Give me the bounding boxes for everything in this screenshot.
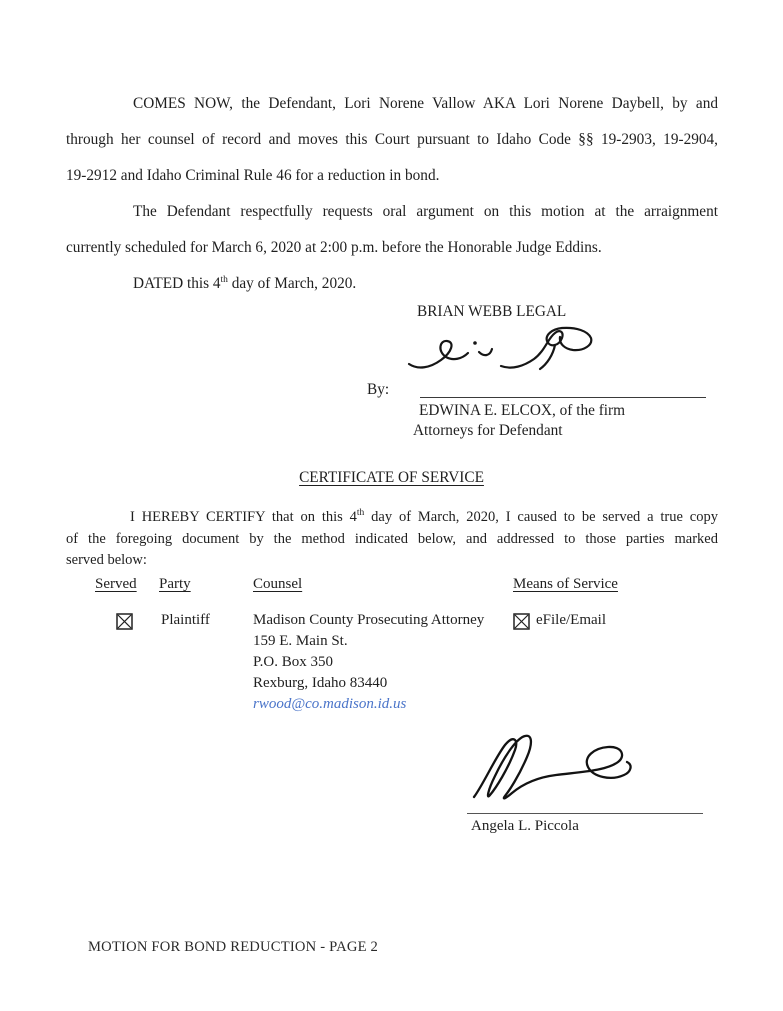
- certificate-text: I HEREBY CERTIFY that on this 4: [130, 509, 357, 525]
- means-of-service-value: eFile/Email: [536, 612, 606, 628]
- ordinal-superscript: th: [356, 508, 365, 518]
- certificate-paragraph: [66, 507, 718, 572]
- paragraph-line: COMES NOW, the Defendant, Lori Norene Vallow AKA Lori Norene Daybell, by and: [133, 95, 718, 112]
- efile-checkbox-icon: [513, 613, 530, 630]
- server-signature-line: [467, 813, 703, 814]
- paragraph-line: through her counsel of record and moves this Court pursuant to Idaho Code §§ 19-2903, 19-2904,: [66, 131, 718, 148]
- counsel-column-header: Counsel: [253, 576, 303, 592]
- served-checkbox-icon: [116, 613, 133, 630]
- opening-paragraph: [66, 86, 718, 194]
- certificate-line: of the foregoing document by the method indicated below, and addressed to those parties marked: [66, 530, 718, 547]
- certificate-heading: CERTIFICATE OF SERVICE: [299, 469, 484, 486]
- oral-argument-paragraph: [66, 194, 718, 266]
- paragraph-line: currently scheduled for March 6, 2020 at 2:00 p.m. before the Honorable Judge Eddins.: [66, 239, 602, 256]
- signature-line: [420, 397, 706, 398]
- by-label: By:: [367, 381, 390, 398]
- piccola-signature: [468, 729, 648, 807]
- counsel-email-link[interactable]: rwood@co.madison.id.us: [253, 696, 407, 712]
- dated-text: DATED this 4: [133, 275, 221, 292]
- server-name: Angela L. Piccola: [471, 818, 579, 834]
- certificate-text: day of March, 2020, I caused to be served a true copy: [364, 509, 718, 525]
- page-footer: MOTION FOR BOND REDUCTION - PAGE 2: [88, 939, 379, 955]
- paragraph-line: The Defendant respectfully requests oral argument on this motion at the arraignment: [133, 203, 718, 220]
- paragraph-line: 19-2912 and Idaho Criminal Rule 46 for a reduction in bond.: [66, 167, 440, 184]
- certificate-line: served below:: [66, 552, 147, 568]
- elcox-signature: [406, 322, 606, 378]
- counsel-address-line: 159 E. Main St.: [253, 633, 348, 649]
- counsel-address-block: [253, 610, 513, 715]
- means-of-service-column-header: Means of Service: [513, 576, 618, 592]
- dated-line: [66, 266, 718, 302]
- counsel-name: Madison County Prosecuting Attorney: [253, 612, 485, 628]
- attorney-name: EDWINA E. ELCOX, of the firm: [419, 402, 626, 419]
- party-column-header: Party: [159, 576, 191, 592]
- party-value: Plaintiff: [161, 612, 210, 628]
- dated-text: day of March, 2020.: [227, 275, 357, 292]
- counsel-address-line: P.O. Box 350: [253, 654, 334, 670]
- signature-dot: [473, 341, 477, 345]
- attorney-role: Attorneys for Defendant: [413, 422, 563, 439]
- served-column-header: Served: [95, 576, 137, 592]
- dated-paragraph: [66, 266, 718, 302]
- ordinal-superscript: th: [220, 275, 228, 285]
- counsel-address-line: Rexburg, Idaho 83440: [253, 675, 388, 691]
- firm-name: BRIAN WEBB LEGAL: [417, 303, 567, 320]
- certificate-line: [66, 507, 718, 529]
